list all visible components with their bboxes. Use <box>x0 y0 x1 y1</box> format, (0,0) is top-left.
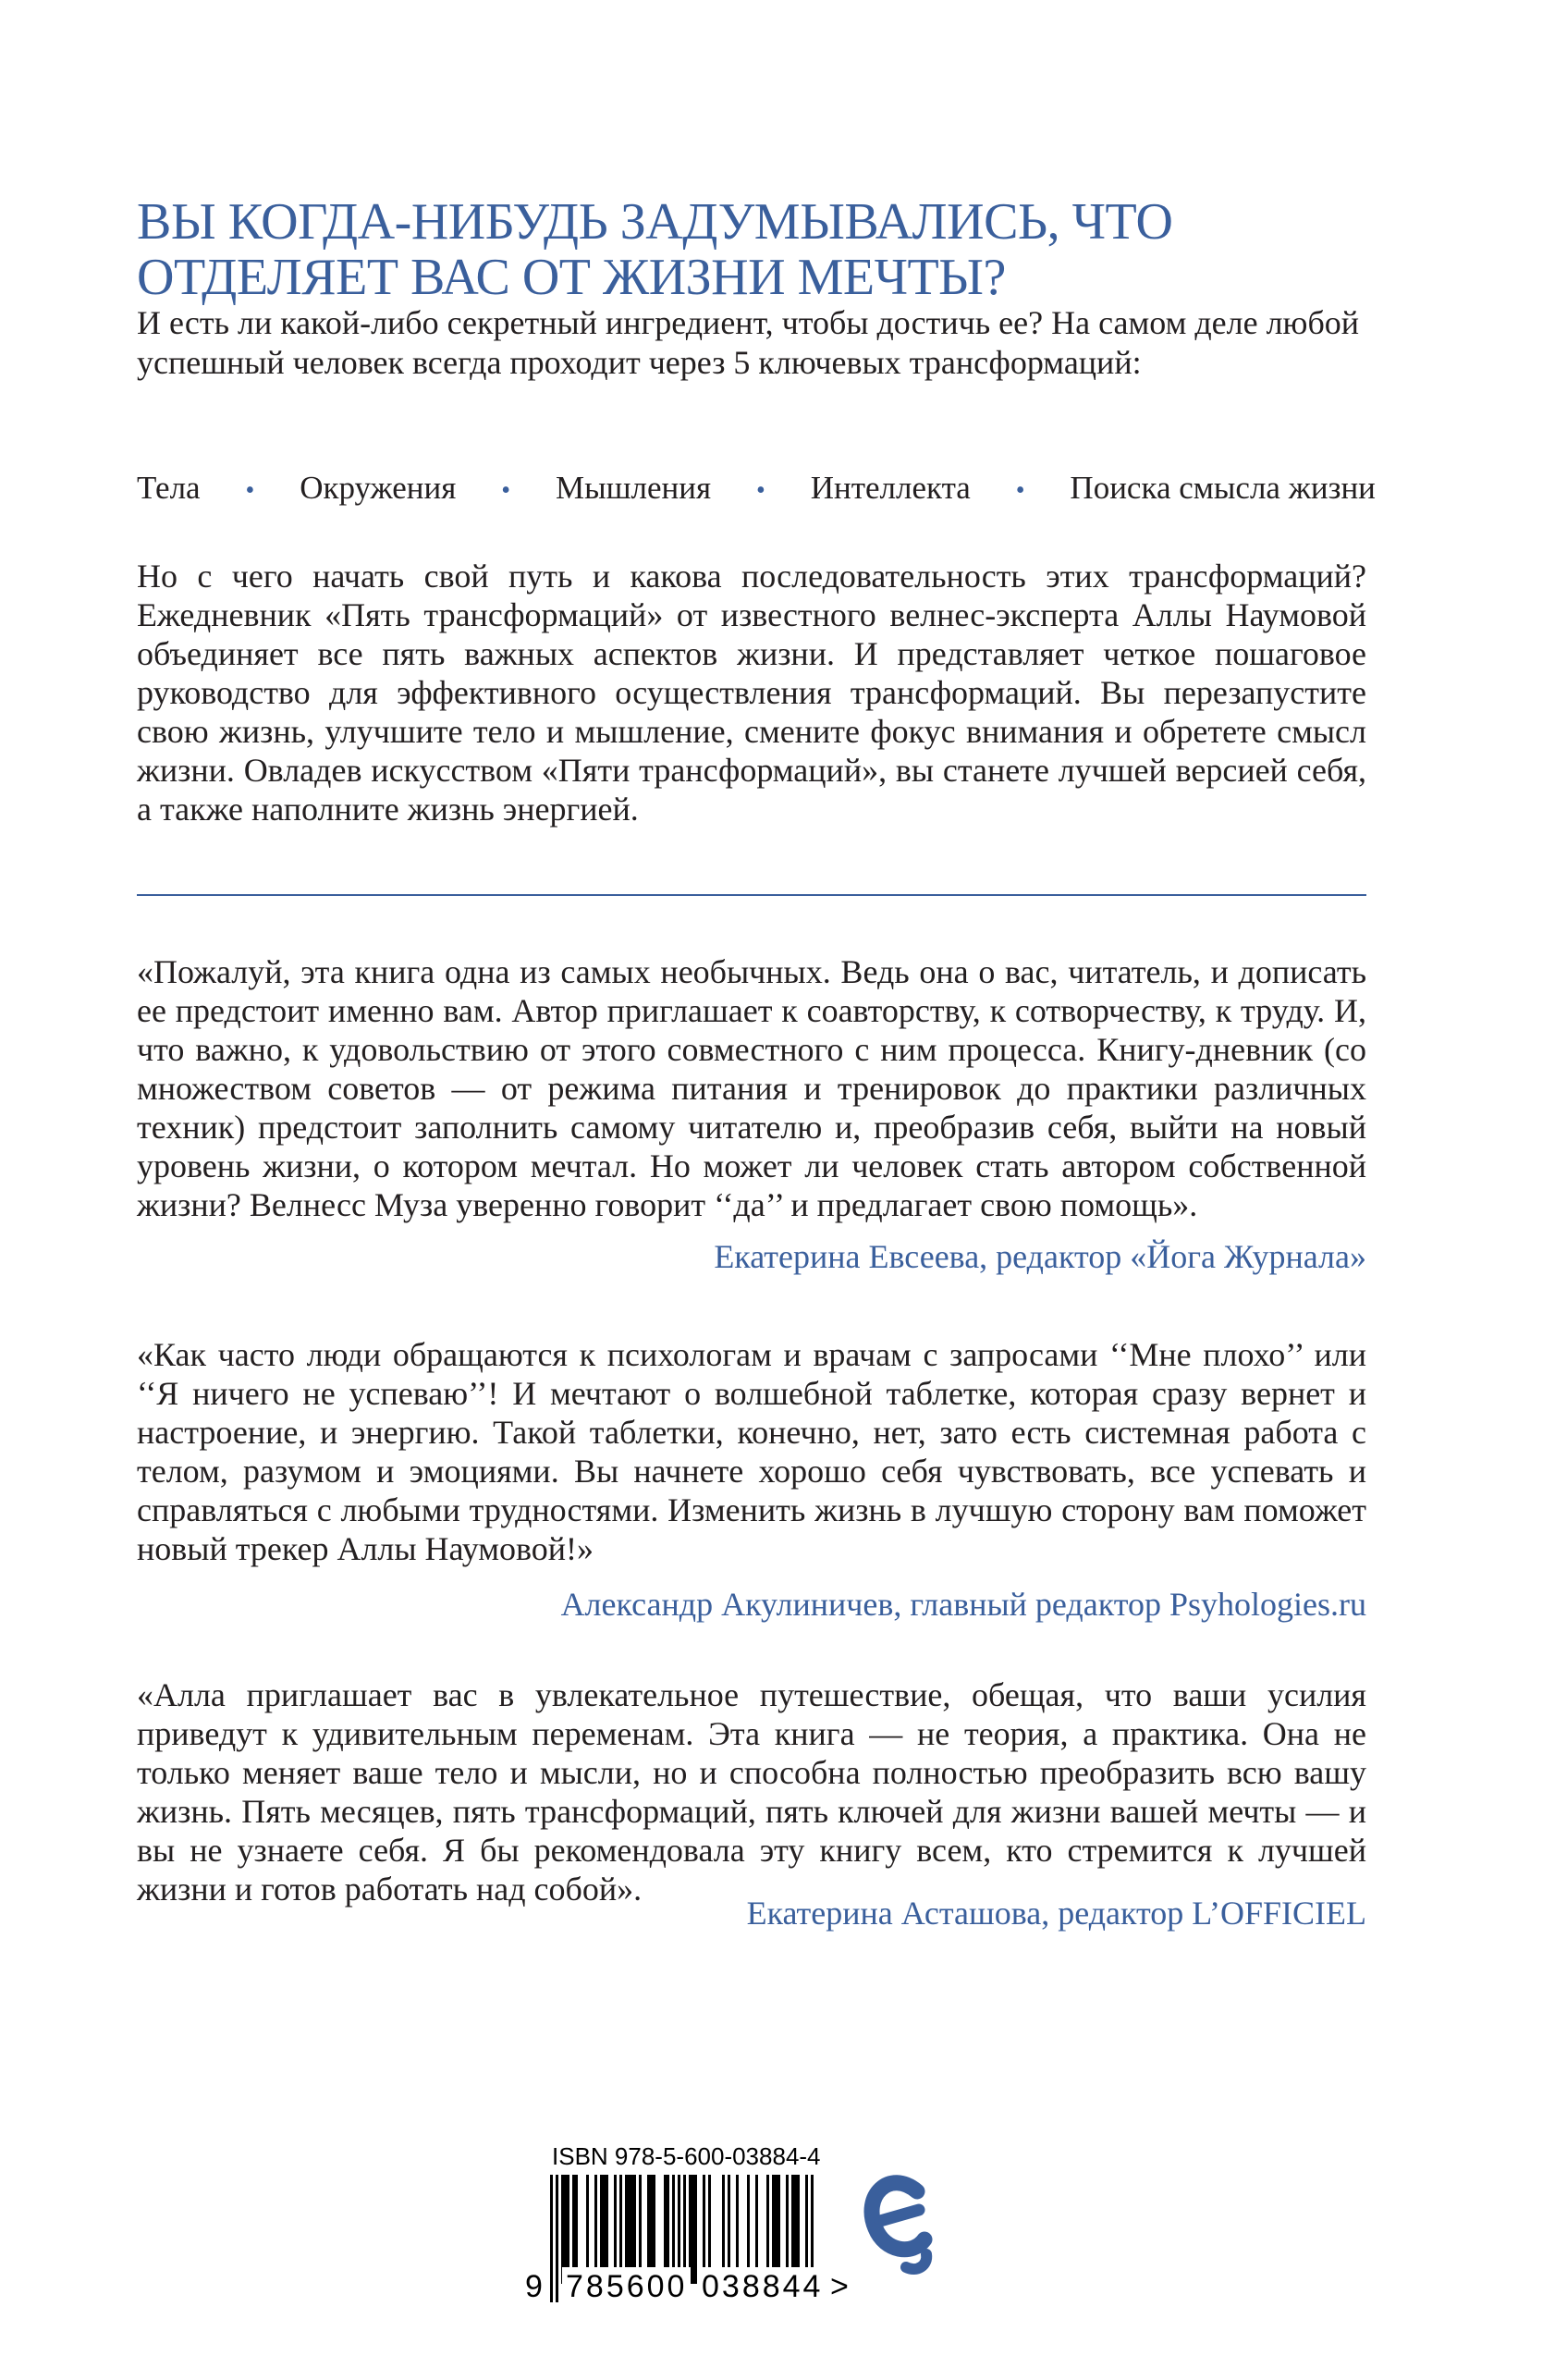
bullet-icon: • <box>1015 476 1025 505</box>
headline: ВЫ КОГДА-НИБУДЬ ЗАДУМЫВАЛИСЬ, ЧТО ОТДЕЛЯЕТ ВАС ОТ ЖИЗНИ МЕЧТЫ? <box>137 193 1173 306</box>
transformation-item: Тела <box>137 470 201 506</box>
review-author: Екатерина Евсеева, редактор «Йога Журнала» <box>714 1238 1366 1275</box>
barcode-digits-group-left: 785600 <box>562 2267 691 2306</box>
isbn-label: ISBN 978-5-600-03884-4 <box>552 2142 821 2170</box>
transformations-list <box>137 468 1376 511</box>
transformation-item: Окружения <box>300 470 457 506</box>
bullet-icon: • <box>245 476 255 505</box>
transformation-item: Мышления <box>555 470 712 506</box>
transformation-item: Поиска смысла жизни <box>1070 470 1376 506</box>
review-author: Екатерина Асташова, редактор L’OFFICIEL <box>746 1895 1366 1932</box>
barcode-digits-group-right: 038844 <box>698 2267 826 2306</box>
review-quote: «Алла приглашает вас в увлекательное путешествие, обещая, что ваши усилия приведут к удивительным переменам. Эта книга — не теория, а практика. Она не только меняет ваше тело и мысли, но и способна полностью преобразить всю вашу жизнь. Пять месяцев, пять трансформаций, пять ключей для жизни вашей мечты — и вы не узнаете себя. Я бы рекомендовала эту книгу всем, кто стремится к лучшей жизни и готов работать над собой». <box>137 1676 1366 1908</box>
barcode-digits <box>525 2267 858 2306</box>
review-quote: «Как часто люди обращаются к психологам и врачам с запросами ‘‘Мне плохо’’ или ‘‘Я ничего не успеваю’’! И мечтают о волшебной таблетке, которая сразу вернет и настроение, и энергию. Такой таблетки, конечно, нет, зато есть системная работа с телом, разумом и эмоциями. Вы начнете хорошо себя чувствовать, все успевать и справляться с любыми трудностями. Изменить жизнь в лучшую сторону вам поможет новый трекер Аллы Наумовой!» <box>137 1336 1366 1567</box>
review-author: Александр Акулиничев, главный редактор Psyhologies.ru <box>560 1586 1366 1623</box>
bullet-icon: • <box>756 476 765 505</box>
review-quote: «Пожалуй, эта книга одна из самых необычных. Ведь она о вас, читатель, и дописать ее предстоит именно вам. Автор приглашает к соавторству, к сотворчеству, к труду. И, что важно, к удовольствию от этого совместного с ним процесса. Книгу-дневник (со множеством советов — от режима питания и тренировок до практики различных техник) предстоит заполнить самому читателю и, преобразив себя, выйти на новый уровень жизни, о котором мечтал. Но может ли человек стать автором собственной жизни? Велнесс Муза уверенно говорит ‘‘да’’ и предлагает свою помощь». <box>137 953 1366 1223</box>
barcode-quiet-marker: > <box>830 2269 849 2304</box>
intro-text: И есть ли какой-либо секретный ингредиент, чтобы достичь ее? На самом деле любой успешный человек всегда проходит через 5 ключевых трансформаций: <box>137 304 1360 381</box>
barcode-digit-first: 9 <box>525 2267 546 2306</box>
transformation-item: Интеллекта <box>810 470 971 506</box>
publisher-logo-icon <box>862 2164 936 2284</box>
divider-line <box>137 894 1366 896</box>
bullet-icon: • <box>501 476 511 505</box>
description-paragraph: Но с чего начать свой путь и какова последовательность этих трансформаций? Ежедневник «Пять трансформаций» от известного велнес-эксперта Аллы Наумовой объединяет все пять важных аспектов жизни. И представляет четкое пошаговое руководство для эффективного осуществления трансформаций. Вы перезапустите свою жизнь, улучшите тело и мышление, смените фокус внимания и обретете смысл жизни. Овладев искусством «Пяти трансформаций», вы станете лучшей версией себя, а также наполните жизнь энергией. <box>137 558 1366 828</box>
